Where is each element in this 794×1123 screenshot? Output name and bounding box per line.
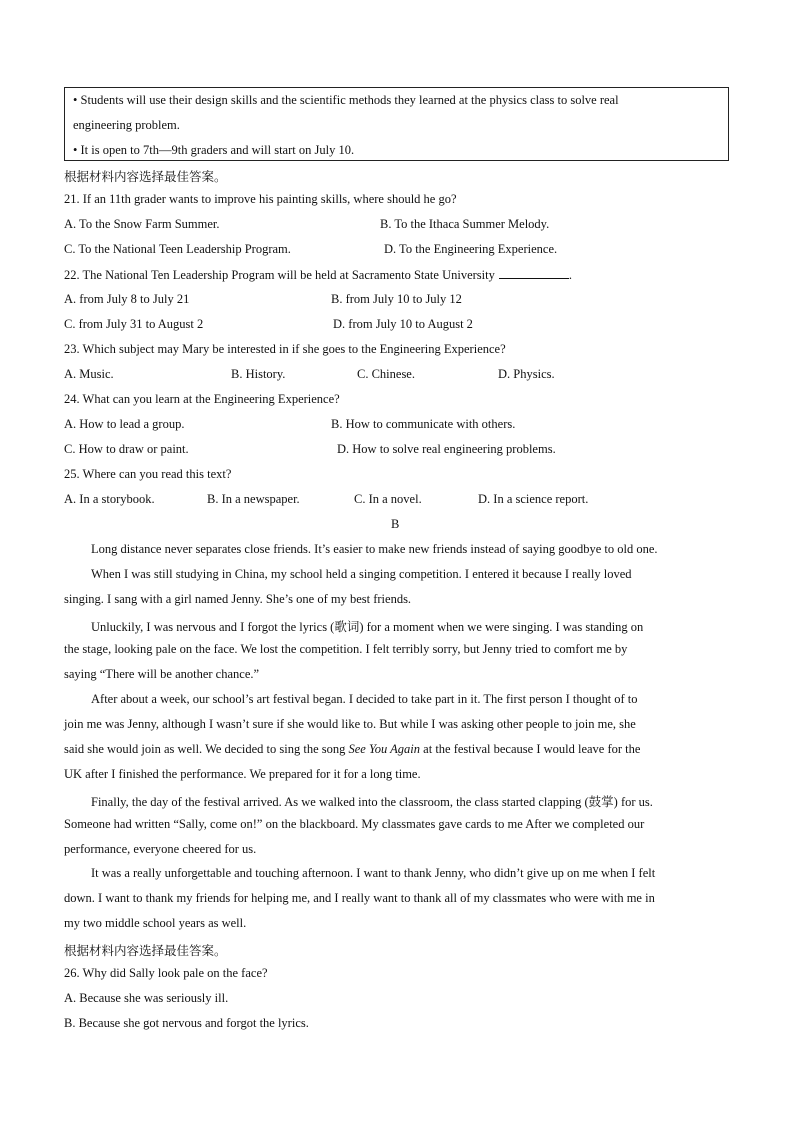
option-24d: D. How to solve real engineering problems.: [337, 442, 556, 456]
box-bullet-2: • It is open to 7th—9th graders and will start on July 10.: [73, 143, 355, 157]
passage-line: Unluckily, I was nervous and I forgot the lyrics (歌词) for a moment when we were singing. I was standing on: [91, 620, 644, 634]
box-bullet-1: • Students will use their design skills and the scientific methods they learned at the physics class to solve real: [73, 93, 619, 107]
answer-blank: [499, 267, 569, 279]
option-21a: A. To the Snow Farm Summer.: [64, 217, 220, 231]
option-23b: B. History.: [231, 367, 286, 381]
info-box: [64, 87, 729, 161]
question-25: 25. Where can you read this text?: [64, 467, 232, 481]
passage-line: Long distance never separates close friends. It’s easier to make new friends instead of saying goodbye to old one.: [91, 542, 658, 556]
option-23a: A. Music.: [64, 367, 114, 381]
passage-line: join me was Jenny, although I wasn’t sure if she would like to. But while I was asking other people to join me, she: [64, 717, 636, 731]
section-heading: B: [391, 517, 400, 531]
option-23c: C. Chinese.: [357, 367, 415, 381]
option-22c: C. from July 31 to August 2: [64, 317, 204, 331]
box-bullet-1-cont: engineering problem.: [73, 118, 180, 132]
question-26: 26. Why did Sally look pale on the face?: [64, 966, 268, 980]
option-26b: B. Because she got nervous and forgot the lyrics.: [64, 1016, 309, 1030]
option-23d: D. Physics.: [498, 367, 555, 381]
option-24b: B. How to communicate with others.: [331, 417, 516, 431]
option-21c: C. To the National Teen Leadership Program.: [64, 242, 291, 256]
passage-line: said she would join as well. We decided to sing the song See You Again at the festival because I would leave for the: [64, 742, 641, 756]
option-22d: D. from July 10 to August 2: [333, 317, 473, 331]
passage-line: Someone had written “Sally, come on!” on the blackboard. My classmates gave cards to me After we completed our: [64, 817, 645, 831]
passage-line: down. I want to thank my friends for helping me, and I really want to thank all of my classmates who were with me in: [64, 891, 655, 905]
passage-line: After about a week, our school’s art festival began. I decided to take part in it. The first person I thought of to: [91, 692, 638, 706]
passage-line: the stage, looking pale on the face. We lost the competition. I felt terribly sorry, but Jenny tried to comfort me by: [64, 642, 628, 656]
option-25c: C. In a novel.: [354, 492, 422, 506]
instruction: 根据材料内容选择最佳答案。: [64, 944, 227, 958]
song-title: See You Again: [348, 742, 421, 756]
question-24: 24. What can you learn at the Engineering Experience?: [64, 392, 340, 406]
passage-line: Finally, the day of the festival arrived. As we walked into the classroom, the class started clapping (鼓掌) for us.: [91, 795, 653, 809]
option-21d: D. To the Engineering Experience.: [384, 242, 558, 256]
option-26a: A. Because she was seriously ill.: [64, 991, 229, 1005]
passage-line: UK after I finished the performance. We prepared for it for a long time.: [64, 767, 421, 781]
option-25d: D. In a science report.: [478, 492, 589, 506]
option-24c: C. How to draw or paint.: [64, 442, 189, 456]
option-25b: B. In a newspaper.: [207, 492, 300, 506]
option-21b: B. To the Ithaca Summer Melody.: [380, 217, 550, 231]
option-24a: A. How to lead a group.: [64, 417, 185, 431]
passage-line: performance, everyone cheered for us.: [64, 842, 257, 856]
passage-line: my two middle school years as well.: [64, 916, 247, 930]
question-23: 23. Which subject may Mary be interested in if she goes to the Engineering Experience?: [64, 342, 506, 356]
option-22b: B. from July 10 to July 12: [331, 292, 462, 306]
passage-line: It was a really unforgettable and touching afternoon. I want to thank Jenny, who didn’t give up on me when I felt: [91, 866, 656, 880]
question-22: 22. The National Ten Leadership Program will be held at Sacramento State University .: [64, 268, 572, 282]
passage-line: When I was still studying in China, my school held a singing competition. I entered it because I really loved: [91, 567, 632, 581]
instruction: 根据材料内容选择最佳答案。: [64, 170, 227, 184]
question-21: 21. If an 11th grader wants to improve his painting skills, where should he go?: [64, 192, 457, 206]
passage-line: saying “There will be another chance.”: [64, 667, 260, 681]
passage-line: singing. I sang with a girl named Jenny. She’s one of my best friends.: [64, 592, 412, 606]
option-22a: A. from July 8 to July 21: [64, 292, 190, 306]
option-25a: A. In a storybook.: [64, 492, 155, 506]
